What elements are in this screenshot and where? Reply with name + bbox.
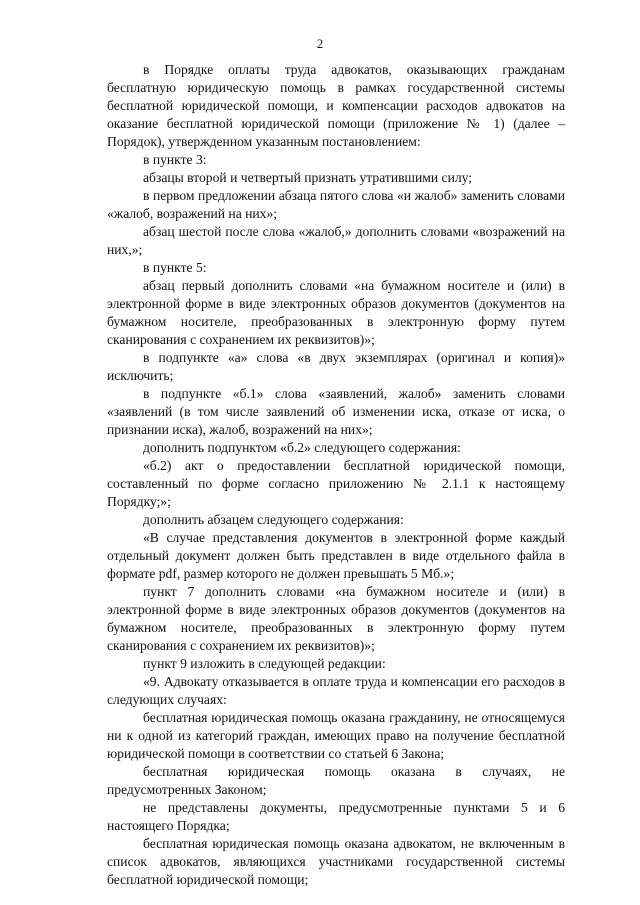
paragraph: абзацы второй и четвертый признать утратившими силу;	[143, 170, 473, 185]
page-number: 2	[316, 36, 324, 51]
paragraph: не представлены документы, предусмотренные пунктами 5 и 6 настоящего Порядка;	[107, 800, 565, 833]
paragraph: «9. Адвокату отказывается в оплате труда и компенсации его расходов в следующих случаях:	[107, 674, 565, 707]
paragraph: бесплатная юридическая помощь оказана гражданину, не относящемуся ни к одной из категорий граждан, имеющих право на получение бесплатной юридической помощи в соответствии со статьей 6 Закона;	[107, 710, 565, 761]
paragraph: «В случае представления документов в электронной форме каждый отдельный документ должен быть представлен в виде отдельного файла в формате pdf, размер которого не должен превышать 5 Мб.»;	[107, 530, 565, 581]
paragraph: в первом предложении абзаца пятого слова «и жалоб» заменить словами «жалоб, возражений на них»;	[107, 188, 565, 221]
paragraph: дополнить абзацем следующего содержания:	[143, 512, 404, 527]
paragraph: абзац шестой после слова «жалоб,» дополнить словами «возражений на них,»;	[107, 224, 565, 257]
document-body	[107, 61, 565, 889]
paragraph: в пункте 5:	[143, 260, 207, 275]
paragraph: в Порядке оплаты труда адвокатов, оказывающих гражданам бесплатную юридическую помощь в рамках государственной системы бесплатной юридической помощи, и компенсации расходов адвокатов на оказание бесплатной юридической помощи (приложение № 1) (далее – Порядок), утвержденном указанным постановлением:	[107, 62, 565, 149]
paragraph: в подпункте «а» слова «в двух экземплярах (оригинал и копия)» исключить;	[107, 350, 565, 383]
paragraph: в подпункте «б.1» слова «заявлений, жалоб» заменить словами «заявлений (в том числе заявлений об изменении иска, отказе от иска, о признании иска), жалоб, возражений на них»;	[107, 386, 565, 437]
paragraph: в пункте 3:	[143, 152, 207, 167]
paragraph: дополнить подпунктом «б.2» следующего содержания:	[143, 440, 461, 455]
paragraph: пункт 7 дополнить словами «на бумажном носителе и (или) в электронной форме в виде электронных образов документов (документов на бумажном носителе, преобразованных в электронную форму путем сканирования с сохранением их реквизитов)»;	[107, 584, 565, 653]
paragraph: пункт 9 изложить в следующей редакции:	[143, 656, 386, 671]
paragraph: «б.2) акт о предоставлении бесплатной юридической помощи, составленный по форме согласно приложению № 2.1.1 к настоящему Порядку;»;	[107, 458, 565, 509]
paragraph: абзац первый дополнить словами «на бумажном носителе и (или) в электронной форме в виде электронных образов документов (документов на бумажном носителе, преобразованных в электронную форму путем сканирования с сохранением их реквизитов)»;	[107, 278, 565, 347]
paragraph: бесплатная юридическая помощь оказана в случаях, не предусмотренных Законом;	[107, 764, 565, 797]
paragraph: бесплатная юридическая помощь оказана адвокатом, не включенным в список адвокатов, являющихся участниками государственной системы бесплатной юридической помощи;	[107, 836, 565, 887]
